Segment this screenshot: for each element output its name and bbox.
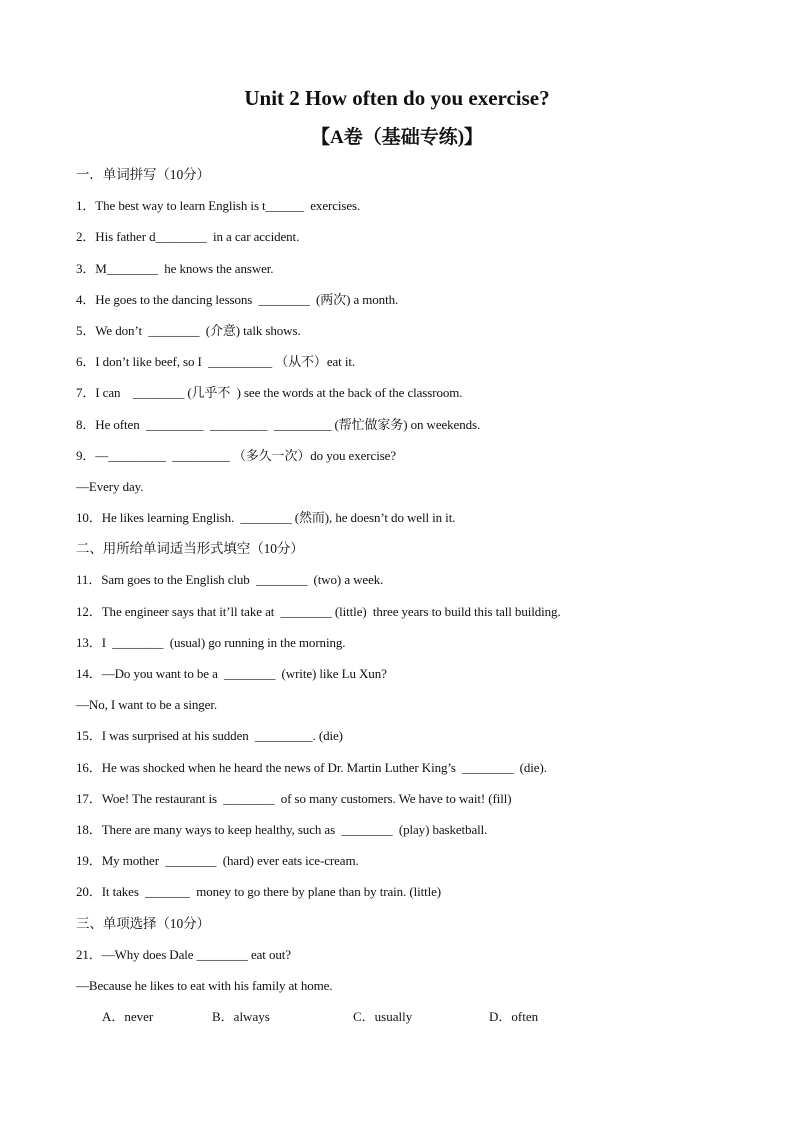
section-heading-multiple-choice: 三、单项选择（10分） bbox=[76, 915, 210, 931]
option-d: D．often bbox=[489, 1009, 539, 1025]
page-subtitle: 【A卷（基础专练)】 bbox=[310, 127, 484, 148]
option-a: A．never bbox=[102, 1009, 154, 1025]
question-1: 1．The best way to learn English is t______ exercises. bbox=[76, 198, 361, 214]
question-3: 3．M________ he knows the answer. bbox=[76, 260, 274, 276]
question-16: 16．He was shocked when he heard the news of Dr. Martin Luther King’s ________ (die). bbox=[76, 759, 547, 775]
question-18: 18．There are many ways to keep healthy, such as ________ (play) basketball. bbox=[76, 821, 488, 837]
question-20: 20．It takes _______ money to go there by plane than by train. (little) bbox=[76, 884, 442, 900]
question-7: 7．I can ________ (几乎不 ) see the words at the back of the classroom. bbox=[76, 385, 463, 401]
question-14-answer: —No, I want to be a singer. bbox=[76, 697, 217, 713]
section-heading-spelling: 一．单词拼写（10分） bbox=[76, 167, 210, 182]
question-14: 14．—Do you want to be a ________ (write) like Lu Xun? bbox=[76, 666, 387, 681]
question-6: 6．I don’t like beef, so I __________ （从不）eat it. bbox=[76, 354, 356, 370]
question-21: 21．—Why does Dale ________ eat out? bbox=[76, 946, 291, 962]
question-5: 5．We don’t ________ (介意) talk shows. bbox=[76, 322, 301, 338]
option-b: B．always bbox=[212, 1009, 270, 1025]
question-10: 10．He likes learning English. ________ (然而), he doesn’t do well in it. bbox=[76, 510, 456, 526]
question-4: 4．He goes to the dancing lessons ________ (两次) a month. bbox=[76, 291, 399, 307]
exercise-content bbox=[76, 162, 736, 1035]
question-9: 9．—_________ _________ （多久一次）do you exercise? bbox=[76, 447, 397, 463]
page-title: Unit 2 How often do you exercise? bbox=[244, 86, 550, 110]
question-21-options bbox=[76, 1004, 736, 1035]
question-9-answer: —Every day. bbox=[76, 478, 144, 494]
question-13: 13．I ________ (usual) go running in the morning. bbox=[76, 634, 346, 650]
question-15: 15．I was surprised at his sudden _________. (die) bbox=[76, 728, 343, 744]
question-21-answer: —Because he likes to eat with his family at home. bbox=[76, 977, 333, 993]
question-12: 12．The engineer says that it’ll take at ________ (little) three years to build this tall building. bbox=[76, 603, 561, 619]
option-c: C．usually bbox=[353, 1009, 413, 1025]
question-11: 11．Sam goes to the English club ________ (two) a week. bbox=[76, 572, 384, 588]
question-17: 17．Woe! The restaurant is ________ of so many customers. We have to wait! (fill) bbox=[76, 790, 512, 806]
question-8: 8．He often _________ _________ _________ (帮忙做家务) on weekends. bbox=[76, 416, 481, 432]
section-heading-word-forms: 二、用所给单词适当形式填空（10分） bbox=[76, 541, 304, 557]
question-19: 19．My mother ________ (hard) ever eats ice-cream. bbox=[76, 853, 359, 869]
question-2: 2．His father d________ in a car accident. bbox=[76, 229, 300, 245]
